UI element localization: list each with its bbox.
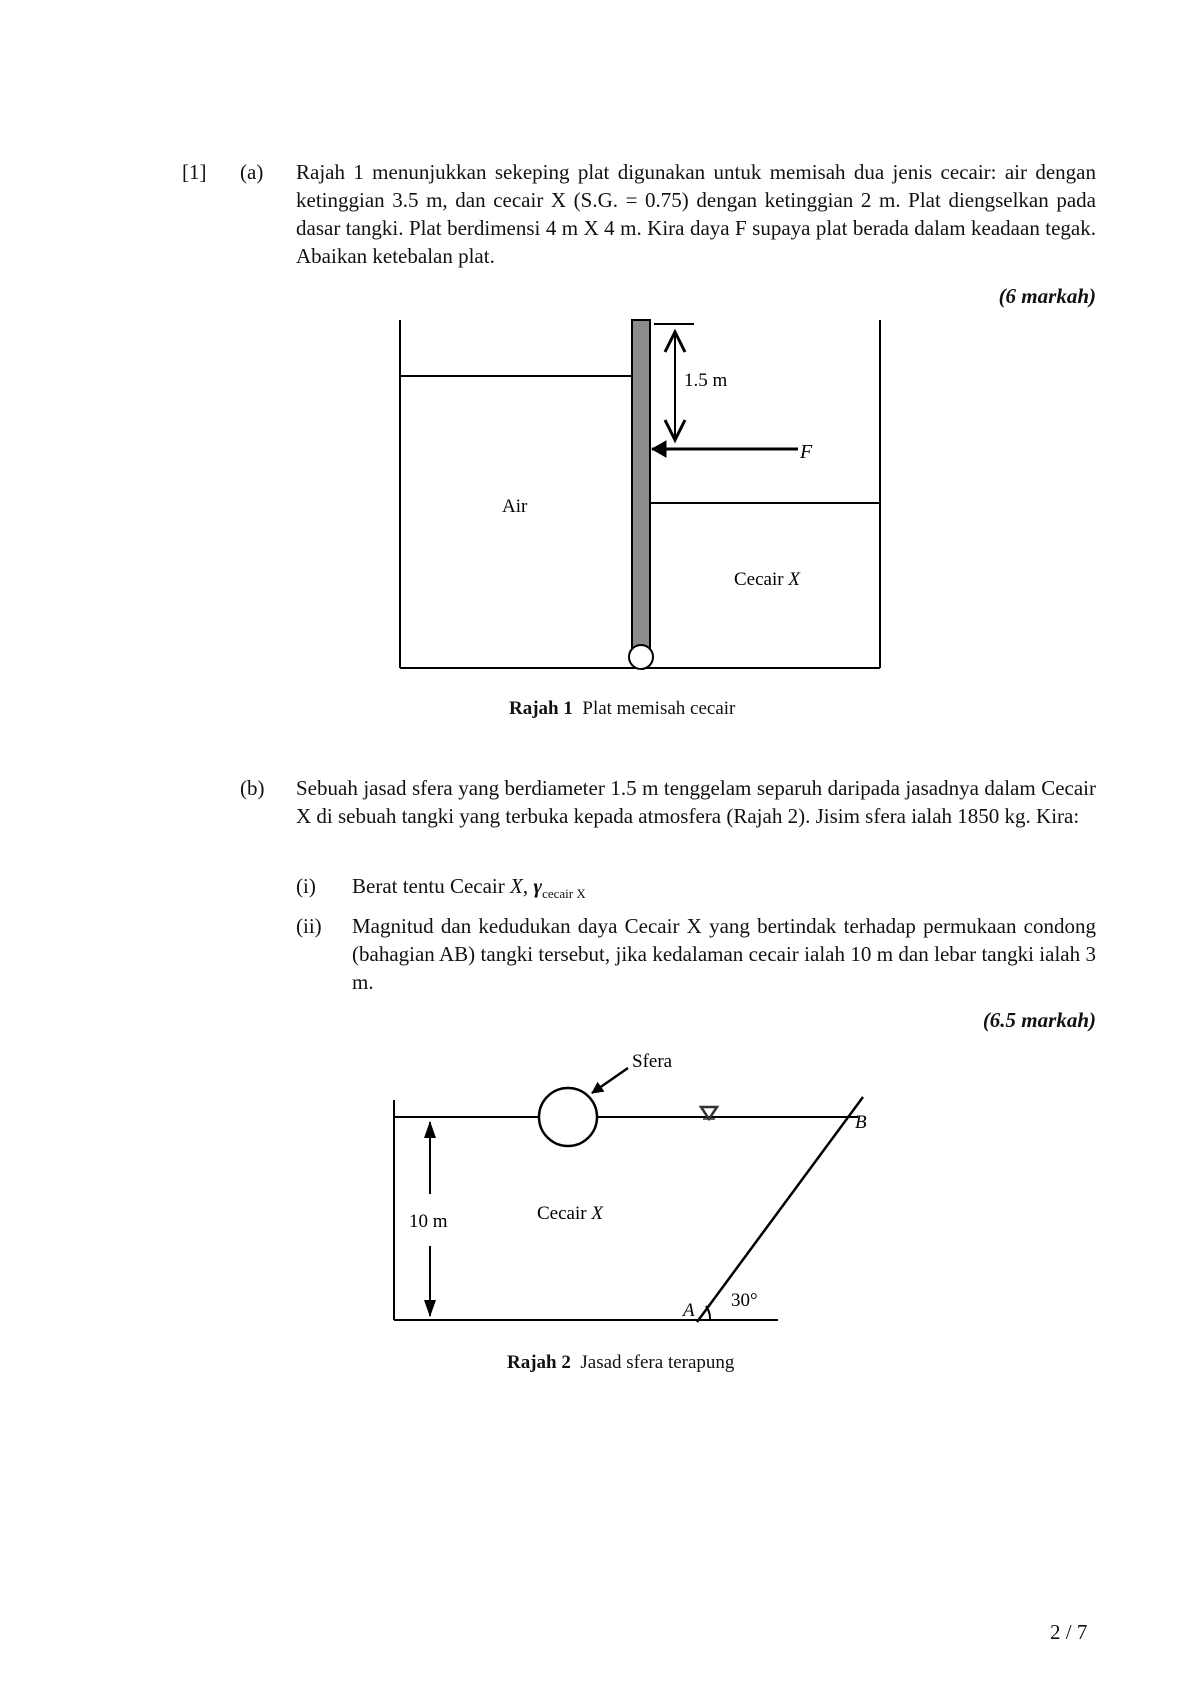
question-number: [1] — [182, 160, 207, 184]
figure-2-caption — [507, 1352, 734, 1374]
part-b-text — [296, 774, 1096, 830]
plate — [632, 320, 650, 648]
depth-label: 10 m — [409, 1211, 448, 1232]
sphere — [539, 1088, 597, 1146]
inclined-wall-ab — [697, 1097, 863, 1322]
sphere-label: Sfera — [632, 1051, 673, 1072]
sphere-leader-arrow — [592, 1068, 628, 1093]
figure-2-caption-text: Jasad sfera terapung — [580, 1352, 735, 1373]
water-label: Air — [502, 496, 528, 517]
item-i-subscript: cecair X — [542, 886, 586, 902]
part-b-label: (b) — [240, 776, 265, 800]
figure-1-diagram — [380, 310, 900, 680]
point-b-label: B — [855, 1112, 867, 1133]
item-i-var: X — [510, 874, 523, 898]
item-i-label: (i) — [296, 874, 316, 898]
part-b-body: Sebuah jasad sfera yang berdiameter 1.5 m tenggelam separuh daripada jasadnya dalam Cecair X di sebuah tangki yang terbuka kepada atmosfera (Rajah 2). Jisim sfera ialah 1850 kg. Kira: — [296, 776, 1096, 828]
angle-arc — [706, 1306, 710, 1320]
force-arrow-head — [652, 441, 666, 457]
item-ii-text — [352, 912, 1096, 996]
item-i-text: Berat tentu Cecair X, $\gamma_{cecair X}$ — [352, 874, 586, 902]
part-b-marks: (6.5 markah) — [982, 1008, 1096, 1032]
force-label: F — [800, 441, 813, 463]
angle-label: 30° — [731, 1290, 758, 1311]
figure-1-caption — [509, 698, 735, 720]
part-a-body: Rajah 1 menunjukkan sekeping plat digunakan untuk memisah dua jenis cecair: air dengan ketinggian 3.5 m, dan cecair X (S.G. = 0.75) dengan ketinggian 2 m. Plat diengselkan pada dasar tangki. Plat berdimensi 4 m X 4 m. Kira daya F supaya plat berada dalam keadaan tegak. Abaikan ketebalan plat. — [296, 160, 1096, 268]
depth-arrow-head-top — [424, 1121, 436, 1138]
part-a-label: (a) — [240, 160, 264, 184]
figure-2-caption-label: Rajah 2 — [507, 1352, 571, 1373]
depth-arrow-head-bottom — [424, 1300, 436, 1317]
part-a-text — [296, 158, 1096, 270]
item-i-symbol: γ — [533, 874, 543, 898]
item-ii-body: Magnitud dan kedudukan daya Cecair X yang bertindak terhadap permukaan condong (bahagian AB) tangki tersebut, jika kedalaman cecair ialah 10 m dan lebar tangki ialah 3 m. — [352, 914, 1096, 994]
figure-2-diagram — [380, 1040, 880, 1330]
liquid-x-label: Cecair X — [537, 1203, 603, 1224]
part-a-marks: (6 markah) — [998, 284, 1096, 308]
dimension-label: 1.5 m — [684, 370, 728, 391]
figure-1-caption-label: Rajah 1 — [509, 698, 573, 719]
item-ii-label: (ii) — [296, 914, 322, 938]
item-i-prefix: Berat tentu Cecair — [352, 874, 505, 898]
figure-1-caption-text: Plat memisah cecair — [582, 698, 736, 719]
liquid-x-label: Cecair X — [734, 569, 800, 590]
point-a-label: A — [683, 1300, 695, 1321]
hinge — [629, 645, 653, 669]
page-number: 2 / 7 — [1050, 1620, 1088, 1644]
